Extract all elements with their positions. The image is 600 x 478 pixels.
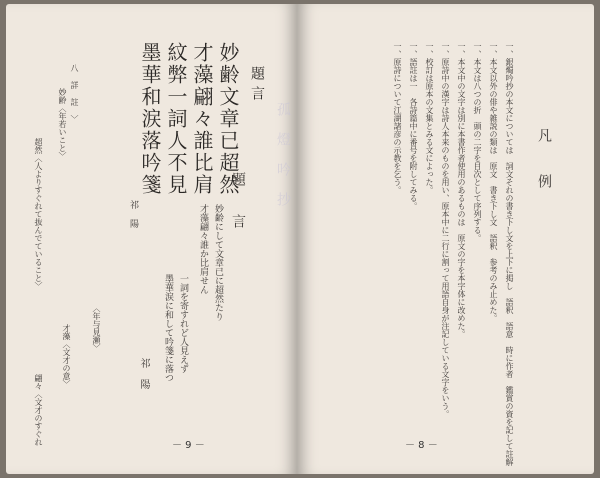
reading-line: 墨華涙に和して吟箋に落つ <box>163 274 173 382</box>
note-line: 才藻〈文才の意〉 <box>62 324 71 388</box>
reading-line: 一詞を寄すれど人見えず <box>178 274 188 373</box>
rule-item: 一、校訂は原本の文集とみる文によった。 <box>425 42 434 194</box>
note-line: 超然〈人よりすぐれて抜んでていること〉 <box>34 138 43 290</box>
heading-daigen: 題 言 <box>230 172 246 234</box>
rule-item: 一、本文中の文字は別に本書作者使用のあるものは 原文の字を本字体に改めた。 <box>457 42 466 338</box>
note-line: 翩々〈文才のすぐれ <box>34 374 43 446</box>
note-line: 〈年与見瀬〉 <box>92 304 101 352</box>
calligraphy-line: 才藻翩々誰比肩 <box>190 42 214 196</box>
bleed-through-title: 孤 燈 吟 抄 <box>275 102 291 206</box>
page-number-right: － 8 － <box>405 440 438 451</box>
left-page <box>6 4 297 474</box>
rule-item: 一、語註は一 各詩篇中に番号を附してみる。 <box>409 42 418 210</box>
rule-item: 一、原詩中の漢字は詩人本来のものを用い、原本中に二行に割って用語自身が注記している文字をいう。 <box>441 42 450 418</box>
right-page <box>297 4 594 474</box>
calligraphy-signature: 祁 陽 <box>128 200 138 228</box>
reading-line: 才藻翩々誰か比肩せん <box>198 204 208 294</box>
page-number-left: － 9 － <box>172 440 205 451</box>
rule-item: 一、銀燭吟抄の本文については 詞文それの書き下し文を上下に掲し 語釈 語意 時に作者 鑑賞の資を記して註解 <box>505 42 514 466</box>
rule-item: 一、原詩について江湖諸彦の示教を乞う。 <box>393 42 402 194</box>
rule-item: 一、本文は八つの折 頭の二字を目次として序列する。 <box>473 42 482 242</box>
calligraphy-line: 紋弊一詞人不見 <box>164 42 188 196</box>
note-line: 妙齢〈年若いこと〉 <box>58 88 67 160</box>
reading-line: 妙齢にして文章已に超然たり <box>213 204 223 321</box>
calligraphy-title: 題言 <box>249 66 265 106</box>
calligraphy-line: 妙齢文章已超然 <box>216 42 240 196</box>
calligraphy-line: 墨華和涙落吟箋 <box>138 42 162 196</box>
rule-item: 一、本文以外の俳や雑説の類は 原文 書き下し文 語釈 参考のみ止めた。 <box>489 42 498 322</box>
notes-heading: 八 詳 註 〉 <box>70 64 79 123</box>
author-name: 祁 陽 <box>138 358 149 389</box>
heading-hanrei: 凡 例 <box>536 128 552 196</box>
